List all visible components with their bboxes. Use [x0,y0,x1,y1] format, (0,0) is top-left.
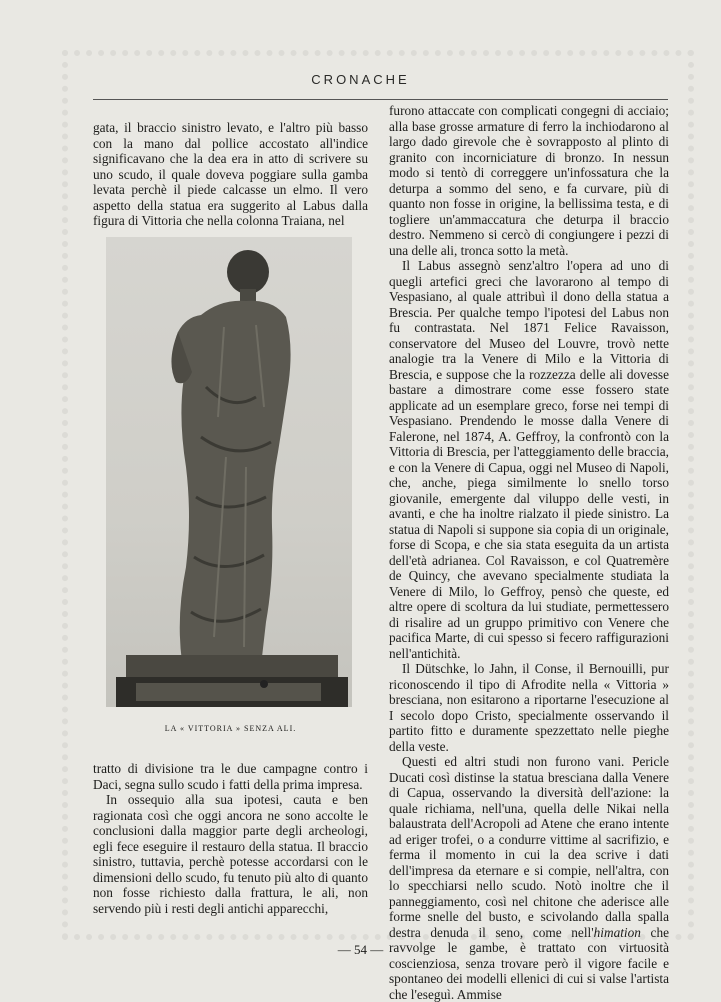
paragraph [389,754,669,1002]
figure-caption: LA « VITTORIA » SENZA ALI. [164,724,297,733]
paragraph: In ossequio alla sua ipotesi, cauta e ben ragionata così che oggi ancora ne sono accolte le conclusioni dalla maggior parte degli archeologi, egli fece eseguire il restauro della statua. Il braccio sinistro, tuttavia, perchè potesse accordarsi con le dimensioni dello scudo, fu tenuto più alto di quanto non fosse richiesto dalla frattura, le ali, non servendo più i resti degli antichi apparecchi, [93,792,368,916]
header-rule [93,99,668,100]
statue-body [174,301,290,662]
running-header: CRONACHE [311,72,410,87]
paragraph: Il Dütschke, lo Jahn, il Conse, il Bernouilli, pur riconoscendo il tipo di Afrodite nella « Vittoria » bresciana, non esitarono a riportarne l'esecuzione al I secolo dopo Cristo, specialmente osservando il partito fitto e duramente spezzettato nelle pieghe della veste. [389,661,669,754]
text-run: Questi ed altri studi non furono vani. Pericle Ducati così distinse la statua bresciana dalla Venere di Capua, osservando la diversità dell'azione: la quale richiama, nell'una, quella delle Nikai nella balaustrata dell'Acropoli ad Atene che erano intente ad eriger trofei, o a condurre vittime al sacrifizio, e ferma il momento in cui la dea scrive i dati dell'impresa da eternare e si compie, nell'altra, con lo specchiarsi nello scudo. Notò inoltre che il panneggiamento, così nel chitone che aderisce alle forme snelle del busto, e scivolando dalla spalla destra denuda il seno, come nell' [389,754,669,940]
paragraph: furono attaccate con complicati congegni di acciaio; alla base grosse armature di ferro la inchiodarono al largo dado girevole che è sovrapposto al plinto di granito con incorniciature di bronzo. In nessun modo si tentò di correggere un'infossatura che la deturpa a sommo del seno, e fa curvare, più di quanto non fosse in origine, la bellissima testa, e di togliere un'ammaccatura che deturpa il braccio destro. Nemmeno si cercò di congiungere i pezzi di una delle ali, tronca sotto la metà. [389,103,669,258]
statue-head [227,250,269,294]
right-column [389,103,669,1002]
paragraph: tratto di divisione tra le due campagne contro i Daci, segna sullo scudo i fatti della prima impresa. [93,761,368,792]
text-run: che ravvolge le gambe, è trattato con virtuosità coscienziosa, senza trovare però il vigore facile e spontaneo dei modelli ellenici di cui si valse l'artista che l'eseguì. Ammise [389,924,670,1002]
paragraph: Il Labus assegnò senz'altro l'opera ad uno di quegli artefici greci che lavorarono al tempo di Vespasiano, al quale attribuì il dono della statua a Brescia. Per qualche tempo l'ipotesi del Labus non fu contrastata. Nel 1871 Felice Ravaisson, conservatore del Museo del Louvre, trovò nette analogie tra la Venere di Milo e la Vittoria di Brescia, e suppose che la rozzezza delle ali dovesse bastare a dimostrare come esse fossero state applicate ad un esemplare greco, forse nei tempi di Vespasiano. Prendendo le mosse dalla Venere di Falerone, nel 1874, A. Geffroy, la confrontò con la Vittoria di Brescia, per l'atteggiamento delle braccia, e con la Venere di Capua, oggi nel Museo di Napoli, che, anche, piega similmente lo snello torso giovanile, emergente dal viluppo delle vesti, in avanti, e che ha inoltre rialzato il piede sinistro. La statua di Napoli si suppone sia copia di un originale, forse di Scopa, e che sia stata eseguita da un artista dell'età adrianea. Col Ravaisson, e col Quatremère de Quincy, che avevano specialmente studiata la Venere di Milo, lo Geffroy, pensò che queste, ed altre opere di scoltura da lui studiate, permettessero di risalire ad un gruppo primitivo con Venere che pacifica Marte, di cui spesso si fecero raffigurazioni nell'antichità. [389,258,669,661]
statue-base [126,655,338,677]
left-column-top [93,120,368,229]
page-number: — 54 — [337,942,384,957]
paragraph: gata, il braccio sinistro levato, e l'altro più basso con la mano dal pollice accostato all'indice significavano che la dea era in atto di scrivere su uno scudo, il quale doveva poggiare sulla gamba levata perchè il piede calcasse un elmo. Il vero aspetto della statua era suggerito al Labus dalla figura di Vittoria che nella colonna Traiana, nel [93,120,368,228]
statue-illustration [106,237,352,707]
italic-term: himation [593,924,641,940]
left-column-bottom [93,761,368,916]
statue-photograph [106,237,352,707]
